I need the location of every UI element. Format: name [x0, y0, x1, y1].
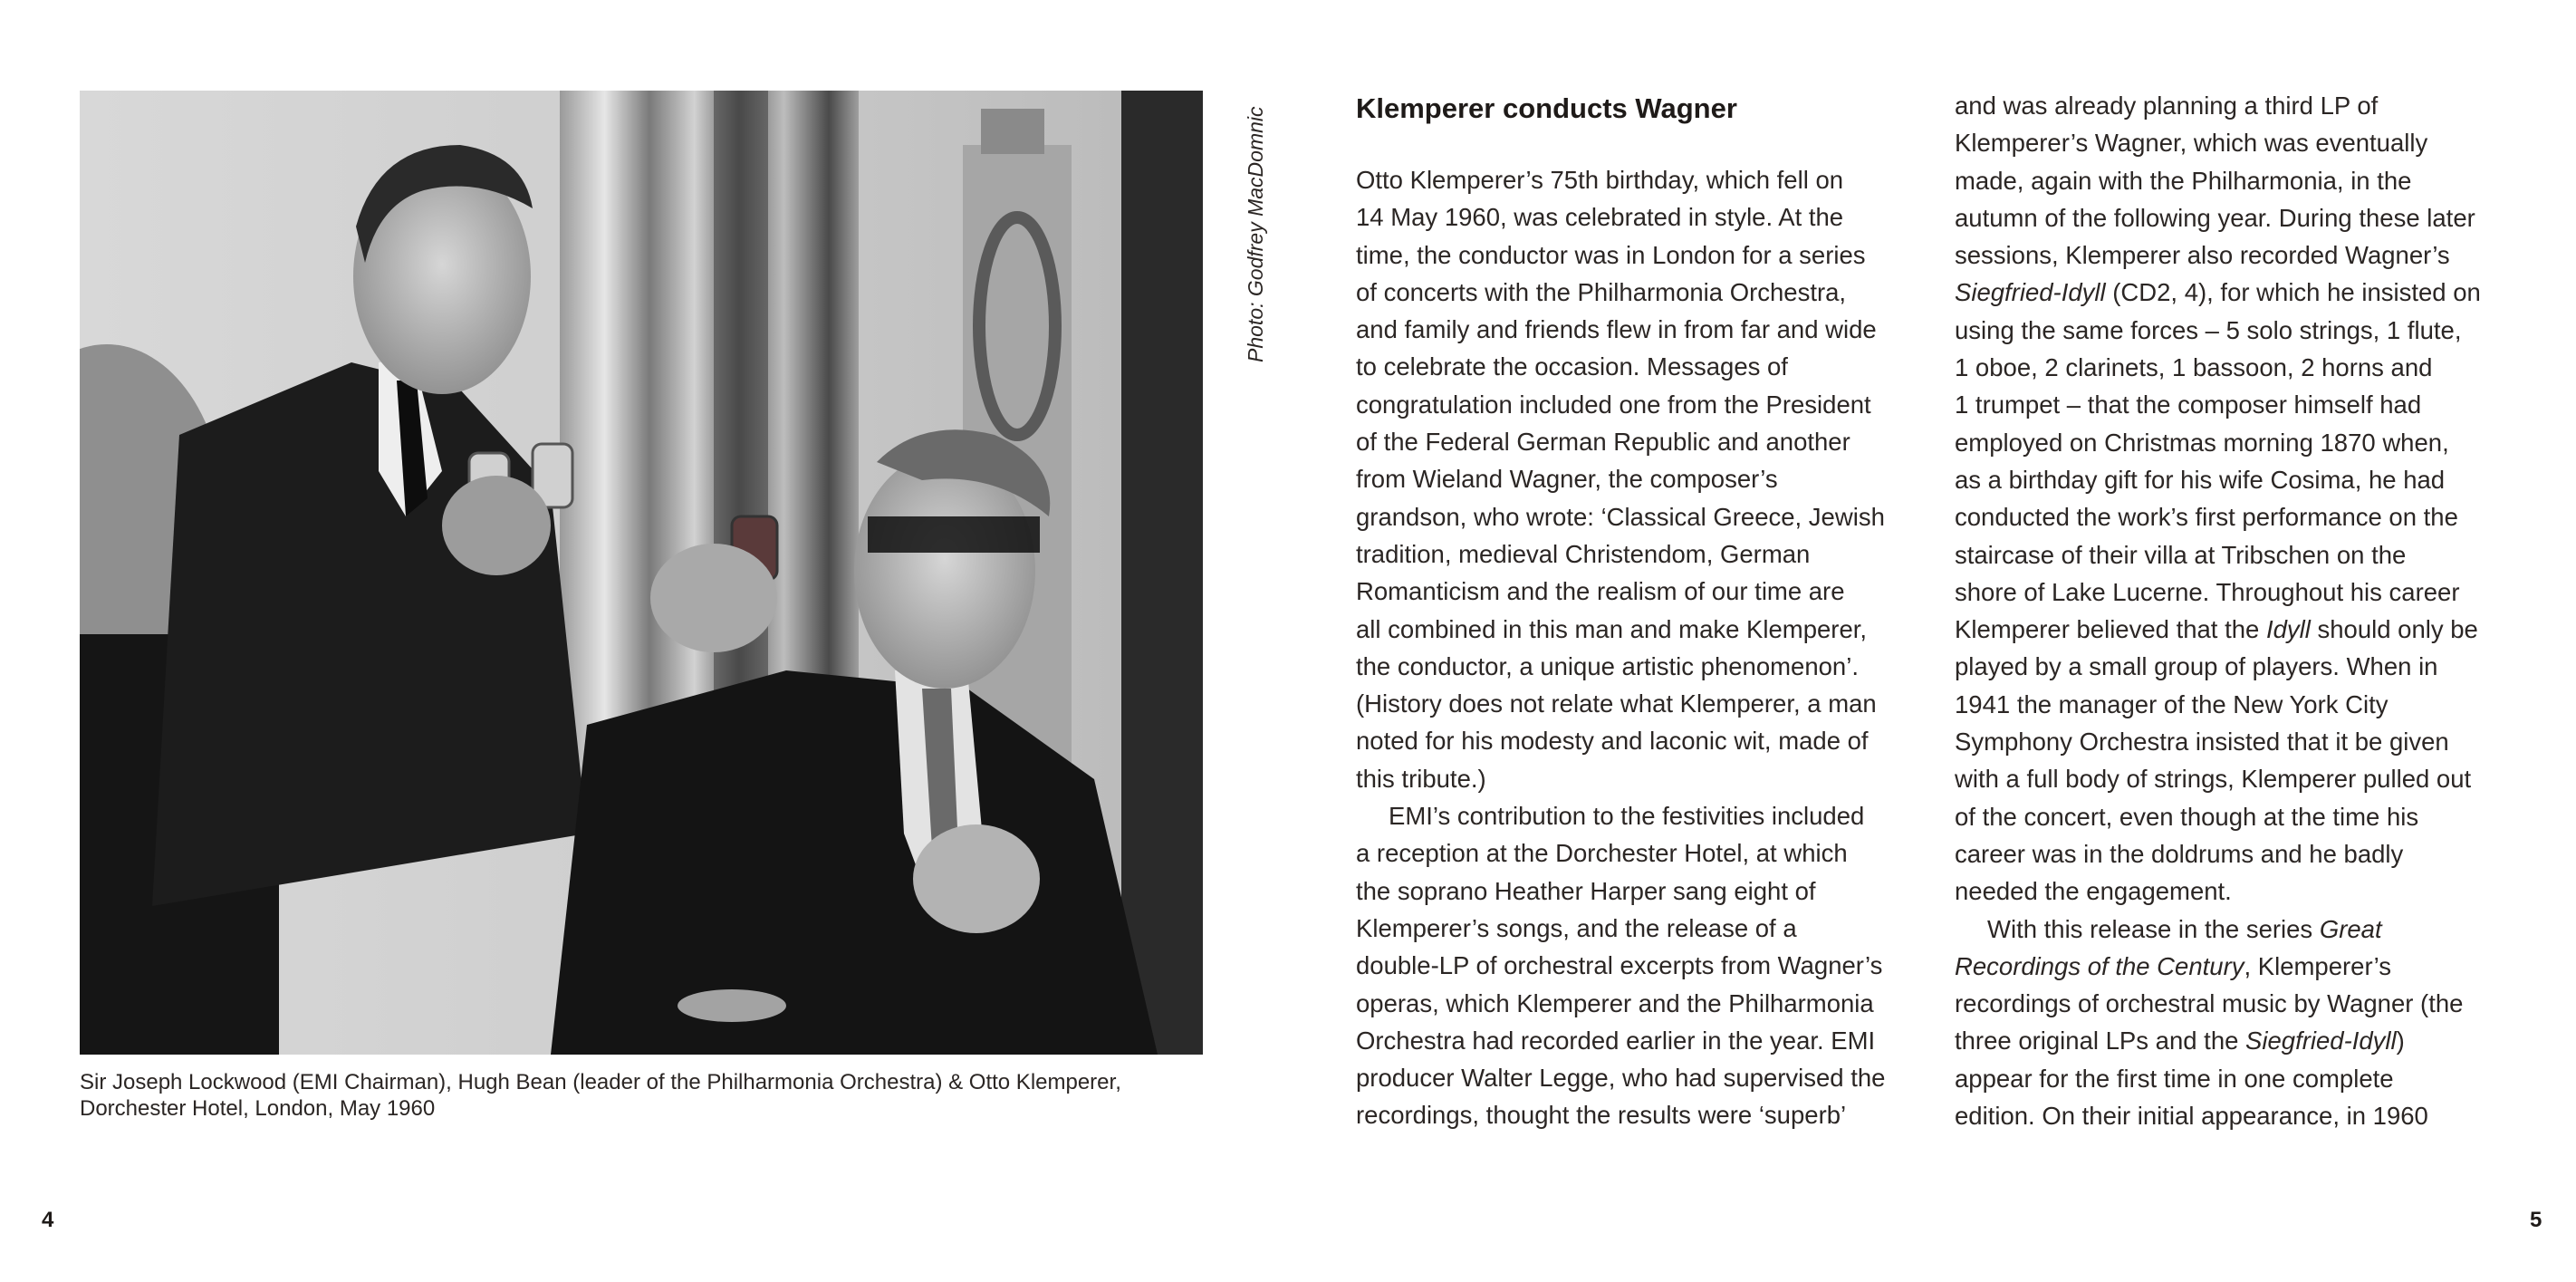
text-line: double-LP of orchestral excerpts from Wagner’s [1356, 951, 1883, 980]
text-line: with a full body of strings, Klemperer pulled out [1955, 765, 2472, 794]
text-line: Romanticism and the realism of our time are [1356, 577, 1845, 606]
text-line [1955, 274, 2534, 311]
text-line: congratulation included one from the President [1356, 390, 1871, 419]
text-line-content: EMI’s contribution to the festivities included [1389, 802, 1865, 831]
series-title: Recordings of the Century [1955, 951, 2244, 980]
text-line: recordings, thought the results were ‘superb’ [1356, 1101, 1847, 1130]
text-line: shore of Lake Lucerne. Throughout his career [1955, 577, 2460, 606]
article-column-right [1955, 87, 2534, 1134]
text-line: and was already planning a third LP of [1955, 92, 2379, 120]
text-line: the soprano Heather Harper sang eight of [1356, 876, 1816, 905]
photo-credit-text: Photo: Godfrey MacDomnic [1244, 106, 1267, 362]
text-line: made, again with the Philharmonia, in the [1955, 166, 2412, 195]
caption-line: Sir Joseph Lockwood (EMI Chairman), Hugh Bean (leader of the Philharmonia Orchestra) & Otto Klemperer, [80, 1070, 1121, 1094]
text-line: using the same forces – 5 solo strings, 1 flute, [1955, 315, 2462, 344]
text-line [1955, 948, 2534, 985]
text-line: conducted the work’s first performance on the [1955, 503, 2458, 532]
text-line: autumn of the following year. During these later [1955, 203, 2475, 232]
page-number-left: 4 [42, 1208, 54, 1232]
text-line: producer Walter Legge, who had supervised the [1356, 1064, 1886, 1093]
text-line: 14 May 1960, was celebrated in style. At the [1356, 203, 1844, 232]
text-line: (History does not relate what Klemperer, a man [1356, 689, 1877, 718]
text-line [1955, 1022, 2534, 1059]
text-line: noted for his modesty and laconic wit, made of [1356, 727, 1869, 756]
photo-caption [80, 1069, 1203, 1122]
text-line [1955, 611, 2534, 648]
page-number-right: 5 [2530, 1208, 2542, 1232]
work-title: Idyll [2265, 615, 2311, 644]
text-line: 1 oboe, 2 clarinets, 1 bassoon, 2 horns and [1955, 353, 2433, 382]
text-line: as a birthday gift for his wife Cosima, he had [1955, 465, 2446, 494]
text-segment: With this release in the series [1987, 914, 2320, 943]
article-column-left [1356, 161, 1936, 1134]
text-line: edition. On their initial appearance, in 1960 [1955, 1102, 2428, 1131]
text-line: Otto Klemperer’s 75th birthday, which fell on [1356, 166, 1844, 194]
text-line: recordings of orchestral music by Wagner (the [1955, 989, 2464, 1018]
series-title: Great [2319, 914, 2382, 943]
text-line: Klemperer’s songs, and the release of a [1356, 913, 1797, 942]
text-line: from Wieland Wagner, the composer’s [1356, 465, 1778, 494]
text-line: the conductor, a unique artistic phenomenon’. [1356, 651, 1859, 680]
text-line: this tribute.) [1356, 764, 1486, 793]
text-line: played by a small group of players. When in [1955, 652, 2438, 681]
text-line: employed on Christmas morning 1870 when, [1955, 428, 2449, 457]
text-line: 1 trumpet – that the composer himself had [1955, 390, 2422, 419]
text-line: staircase of their villa at Tribschen on the [1955, 540, 2407, 569]
text-line: Symphony Orchestra insisted that it be given [1955, 728, 2449, 757]
text-line: time, the conductor was in London for a series [1356, 240, 1866, 269]
text-line: sessions, Klemperer also recorded Wagner’s [1955, 241, 2450, 270]
text-line: needed the engagement. [1955, 877, 2232, 906]
text-line: of the concert, even though at the time his [1955, 802, 2419, 831]
text-line: Orchestra had recorded earlier in the year. EMI [1356, 1026, 1876, 1055]
text-segment: ) [2396, 1027, 2405, 1055]
work-title: Siegfried-Idyll [2245, 1027, 2397, 1055]
text-segment: (CD2, 4), for which he insisted on [2105, 278, 2481, 307]
text-line: all combined in this man and make Klemperer, [1356, 614, 1868, 643]
article-title: Klemperer conducts Wagner [1356, 92, 1737, 124]
text-line [1955, 911, 2534, 948]
text-line: grandson, who wrote: ‘Classical Greece, Jewish [1356, 502, 1885, 531]
text-line: to celebrate the occasion. Messages of [1356, 352, 1788, 381]
photo-credit [1218, 91, 1267, 362]
text-segment: Klemperer believed that the [1955, 615, 2266, 644]
text-line: 1941 the manager of the New York City [1955, 689, 2389, 718]
text-line: tradition, medieval Christendom, German [1356, 539, 1811, 568]
klemperer-photo [80, 91, 1203, 1055]
work-title: Siegfried-Idyll [1955, 278, 2106, 307]
text-line: of the Federal German Republic and another [1356, 428, 1850, 457]
text-line: operas, which Klemperer and the Philharmonia [1356, 988, 1874, 1017]
text-line [1356, 797, 1936, 834]
text-line: Klemperer’s Wagner, which was eventually [1955, 129, 2428, 158]
text-segment: , Klemperer’s [2244, 951, 2392, 980]
text-line: appear for the first time in one complete [1955, 1064, 2394, 1093]
text-line: and family and friends flew in from far and wide [1356, 315, 1877, 344]
text-line: of concerts with the Philharmonia Orchestra, [1356, 277, 1847, 306]
text-line: a reception at the Dorchester Hotel, at which [1356, 839, 1848, 868]
text-segment: should only be [2310, 615, 2478, 644]
text-segment: three original LPs and the [1955, 1027, 2246, 1055]
text-line: career was in the doldrums and he badly [1955, 839, 2404, 868]
caption-line: Dorchester Hotel, London, May 1960 [80, 1096, 436, 1121]
